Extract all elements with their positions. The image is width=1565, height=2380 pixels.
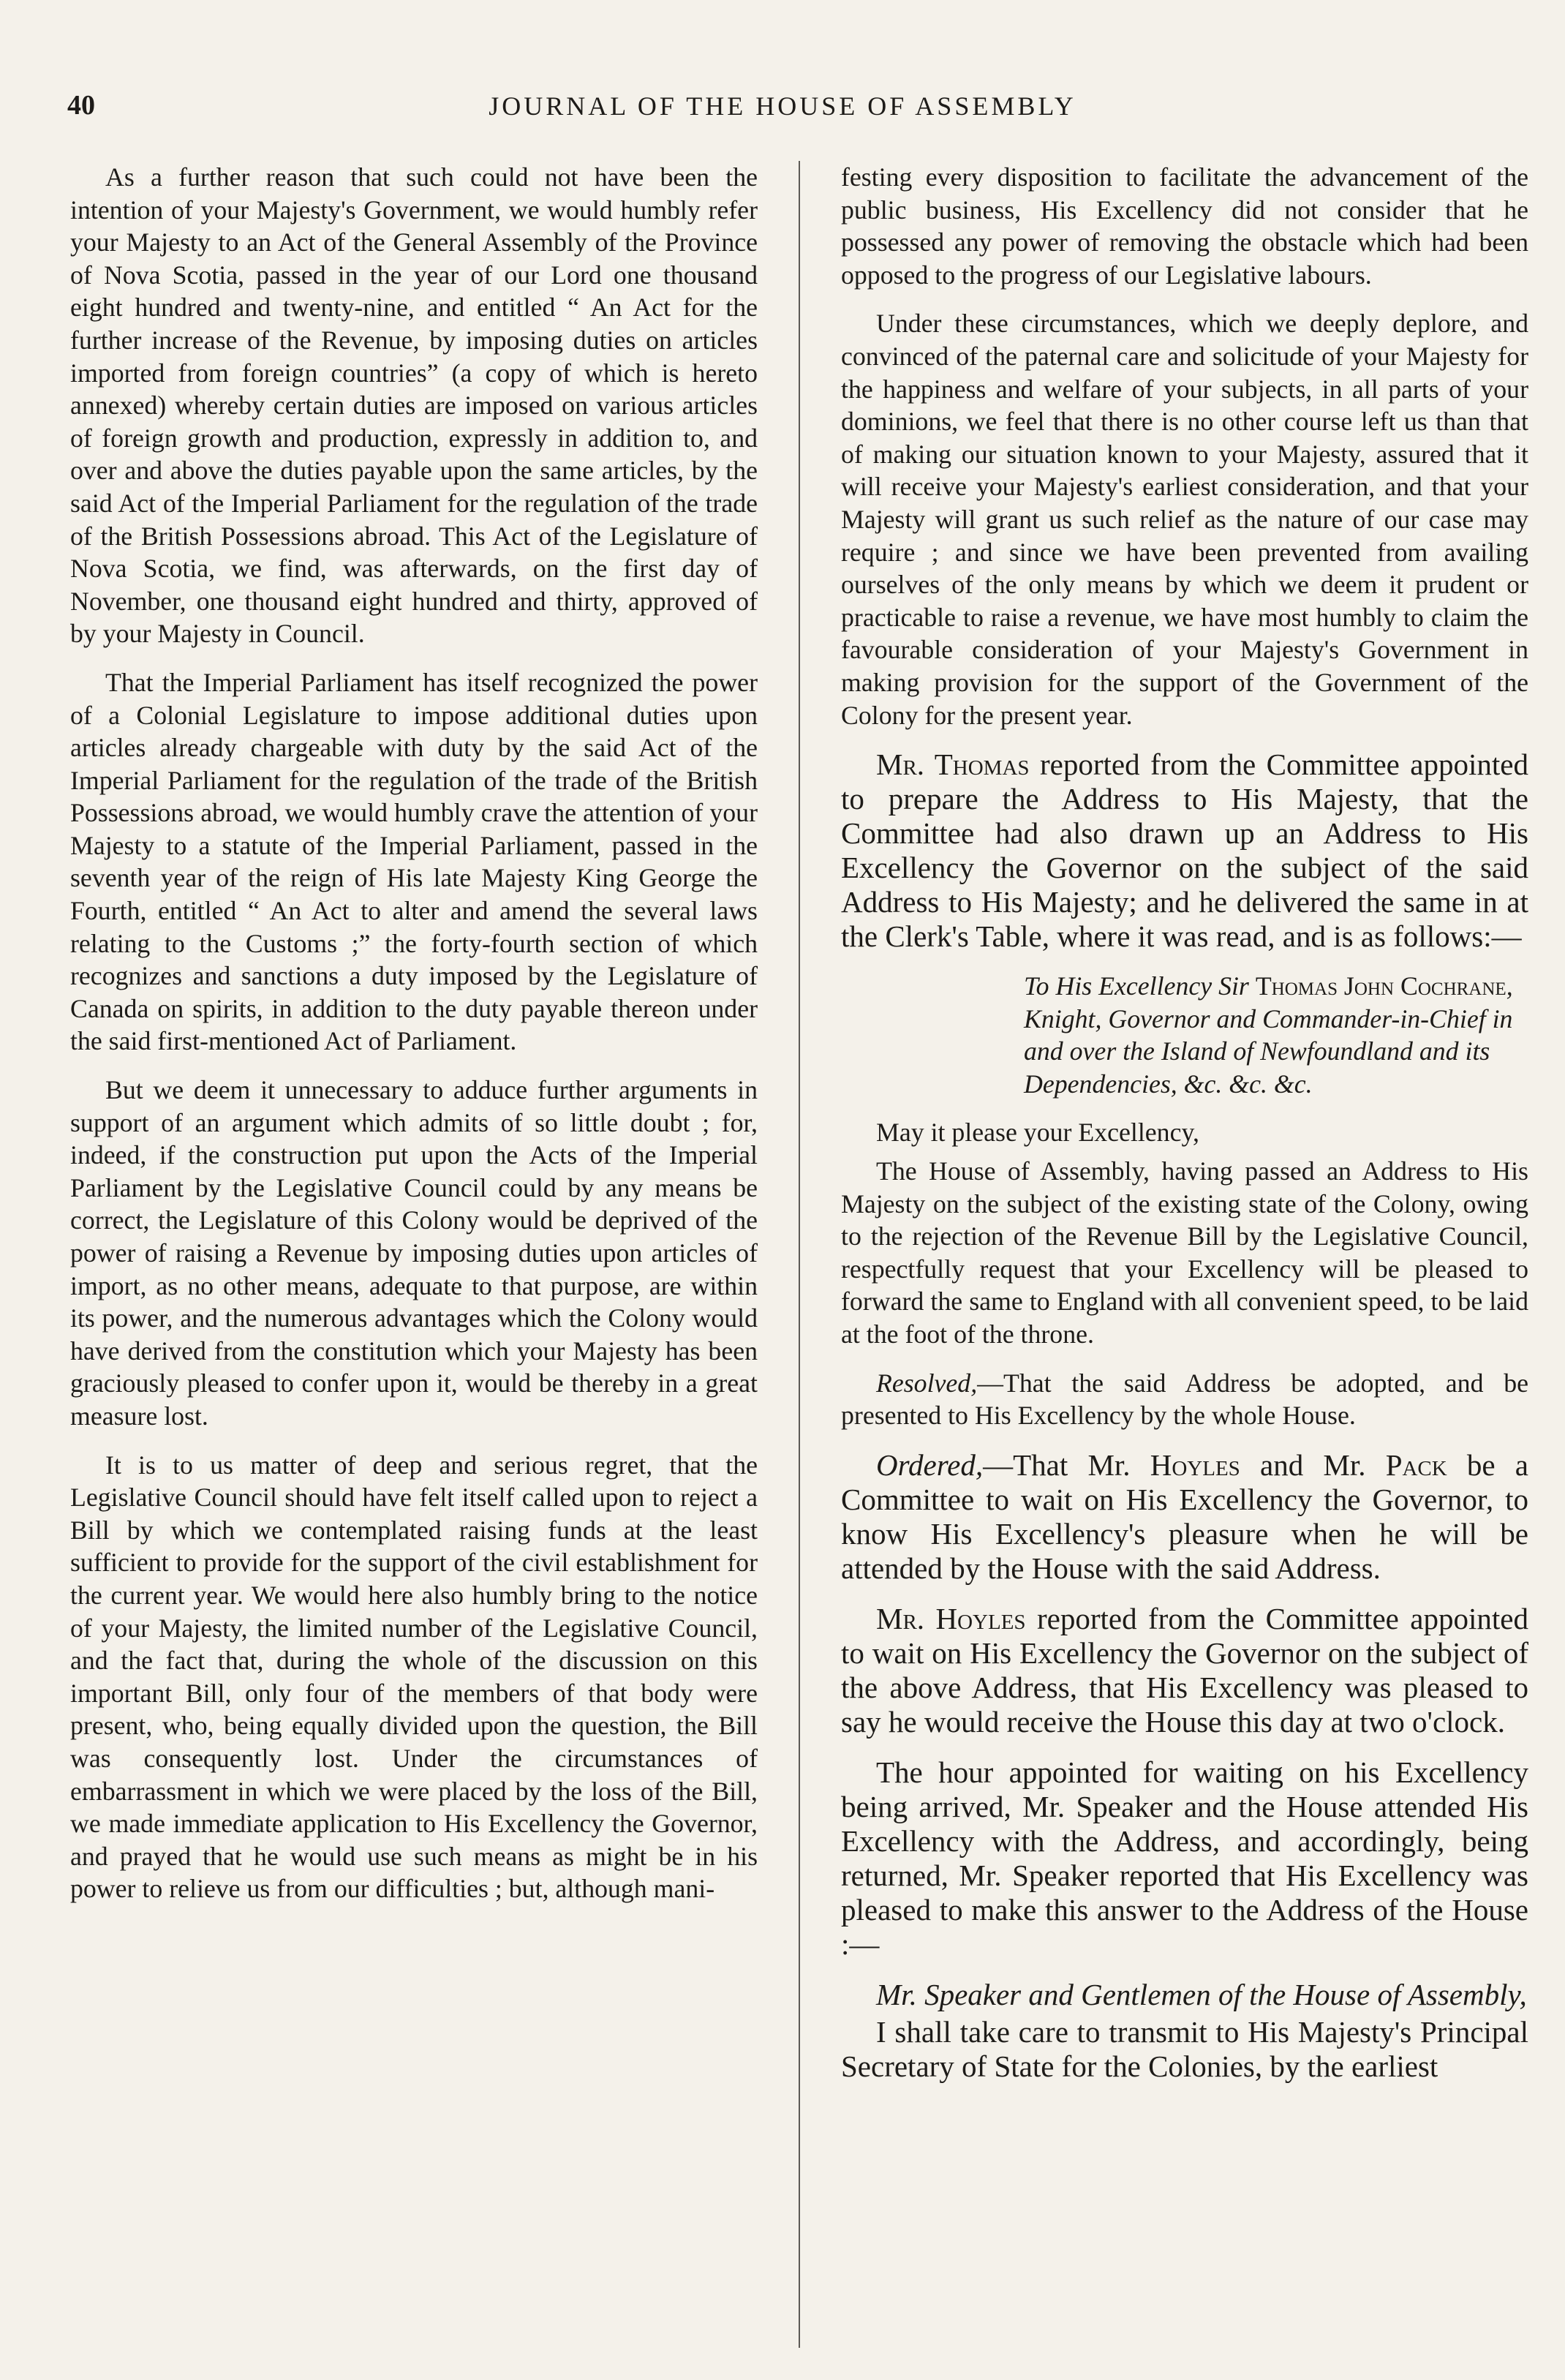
column-divider <box>799 161 800 2348</box>
member-name: Hoyles <box>1150 1447 1240 1482</box>
paragraph: festing every disposition to facilitate the advancement of the public business, His Excellency did not consider that he possessed any power of removing the obstacle which had been opposed to the progress of our Legislative labours. <box>841 162 1528 290</box>
paragraph: I shall take care to transmit to His Majesty's Principal Secretary of State for the Colonies, by the earliest <box>841 2014 1528 2083</box>
salutation: May it please your Excellency, <box>876 1118 1199 1148</box>
member-name: Mr. Thomas <box>876 747 1030 782</box>
ordered-mid: and Mr. <box>1240 1447 1386 1482</box>
addressee-rest: , Knight, Governor and Commander-in-Chief in and over the Island of Newfoundland and its Dependencies, &c. &c. &c. <box>1024 971 1513 1099</box>
committee-report <box>841 747 1528 954</box>
paragraph: But we deem it unnecessary to adduce further arguments in support of an argument which admits of so little doubt ; for, indeed, if the construction put upon the Acts of the Imperial Parliament by the Legislative Council could by any means be correct, the Legislature of this Colony would be deprived of the power of raising a Revenue by imposing duties upon articles of import, as no other means, adequate to that purpose, are within its power, and the numerous advantages which the Colony would have derived from the constitution which your Majesty has been graciously pleased to confer upon it, would be thereby in a great measure lost. <box>70 1075 758 1431</box>
committee-report <box>841 1602 1528 1739</box>
paragraph: Under these circumstances, which we deeply deplore, and convinced of the paternal care and solicitude of your Majesty for the happiness and welfare of your subjects, in all parts of your dominions, we feel that there is no other course left us than that of making our situation known to your Majesty, assured that it will receive your Majesty's earliest consideration, and that your Majesty will grant us such relief as the nature of our case may require ; and since we have been prevented from availing ourselves of the only means by which we deem it prudent or practicable to raise a revenue, we have most humbly to claim the favourable consideration of your Majesty's Government in making provision for the support of the Government of the Colony for the present year. <box>841 309 1528 730</box>
ordered-text: be a Committee to wait on His Excellency the Governor, to know His Excellency's pleasure when he will be attended by the House with the said Address. <box>841 1447 1528 1585</box>
order <box>841 1448 1528 1586</box>
addressee-name: Thomas John Cochrane <box>1255 971 1506 1001</box>
paragraph: It is to us matter of deep and serious regret, that the Legislative Council should have felt itself called upon to reject a Bill by which we contemplated raising funds at the least sufficient to provide for the support of the civil establishment for the current year. We would here also humbly bring to the notice of your Majesty, the limited number of the Legislative Council, and the fact that, during the whole of the discussion on this important Bill, only four of the members of that body were present, who, being equally divided upon the question, the Bill was consequently lost. Under the circumstances of embarrassment in which we were placed by the loss of the Bill, we made immediate application to His Excellency the Governor, and prayed that he would use such means as might be in his power to relieve us from our difficulties ; but, although mani- <box>70 1450 758 1904</box>
right-column <box>841 161 1528 2100</box>
paragraph: That the Imperial Parliament has itself recognized the power of a Colonial Legislature to impose additional duties upon articles already chargeable with duty by the said Act of the Imperial Parliament for the regulation of the trade of the British Possessions abroad, we would humbly crave the attention of your Majesty to a statute of the Imperial Parliament, passed in the seventh year of the reign of His late Majesty King George the Fourth, entitled “ An Act to alter and amend the several laws relating to the Customs ;” the forty-fourth section of which recognizes and sanctions a duty imposed by the Legislature of Canada on spirits, in addition to the duty payable thereon under the said first-mentioned Act of Parliament. <box>70 667 758 1056</box>
report-text: reported from the Committee appointed to wait on His Excellency the Governor on the subject of the above Address, that His Excellency was pleased to say he would receive the House this day at two o'clock. <box>841 1601 1528 1739</box>
resolution <box>841 1367 1528 1432</box>
member-name: Mr. Hoyles <box>876 1601 1026 1635</box>
reply-heading: Mr. Speaker and Gentlemen of the House of Assembly, <box>876 1977 1527 2011</box>
paragraph: The hour appointed for waiting on his Excellency being arrived, Mr. Speaker and the House attended His Excellency with the Address, and accordingly, being returned, Mr. Speaker reported that His Excellency was pleased to make this answer to the Address of the House :— <box>841 1755 1528 1961</box>
resolved-text: —That the said Address be adopted, and be presented to His Excellency by the whole House. <box>841 1368 1528 1431</box>
report-text: reported from the Committee appointed to prepare the Address to His Majesty, that the Committee had also drawn up an Address to His Excellency the Governor on the subject of the said Address to His Majesty; and he delivered the same in at the Clerk's Table, where it was read, and is as follows:— <box>841 747 1528 954</box>
running-title: JOURNAL OF THE HOUSE OF ASSEMBLY <box>489 91 1076 121</box>
addressee <box>1024 970 1528 1100</box>
paragraph: The House of Assembly, having passed an Address to His Majesty on the subject of the existing state of the Colony, owing to the rejection of the Revenue Bill by the Legislative Council, respectfully request that your Excellency will be pleased to forward the same to England with all convenient speed, to be laid at the foot of the throne. <box>841 1156 1528 1349</box>
left-column <box>70 161 758 1921</box>
resolved-label: Resolved, <box>876 1368 978 1398</box>
page-number: 40 <box>67 90 95 121</box>
page-header <box>67 89 1498 133</box>
ordered-label: Ordered, <box>876 1447 984 1482</box>
ordered-pre: —That Mr. <box>983 1447 1150 1482</box>
paragraph: As a further reason that such could not have been the intention of your Majesty's Government, we would humbly refer your Majesty to an Act of the General Assembly of the Province of Nova Scotia, passed in the year of our Lord one thousand eight hundred and twenty-nine, and entitled “ An Act for the further increase of the Revenue, by imposing duties on articles imported from foreign countries” (a copy of which is hereto annexed) whereby certain duties are imposed on various articles of foreign growth and production, expressly in addition to, and over and above the duties payable upon the same articles, by the said Act of the Imperial Parliament for the regulation of the trade of the British Possessions abroad. This Act of the Legislature of Nova Scotia, we find, was afterwards, on the first day of November, one thousand eight hundred and thirty, approved of by your Majesty in Council. <box>70 162 758 649</box>
addressee-to: To His Excellency Sir <box>1024 971 1256 1001</box>
member-name: Pack <box>1385 1447 1447 1482</box>
